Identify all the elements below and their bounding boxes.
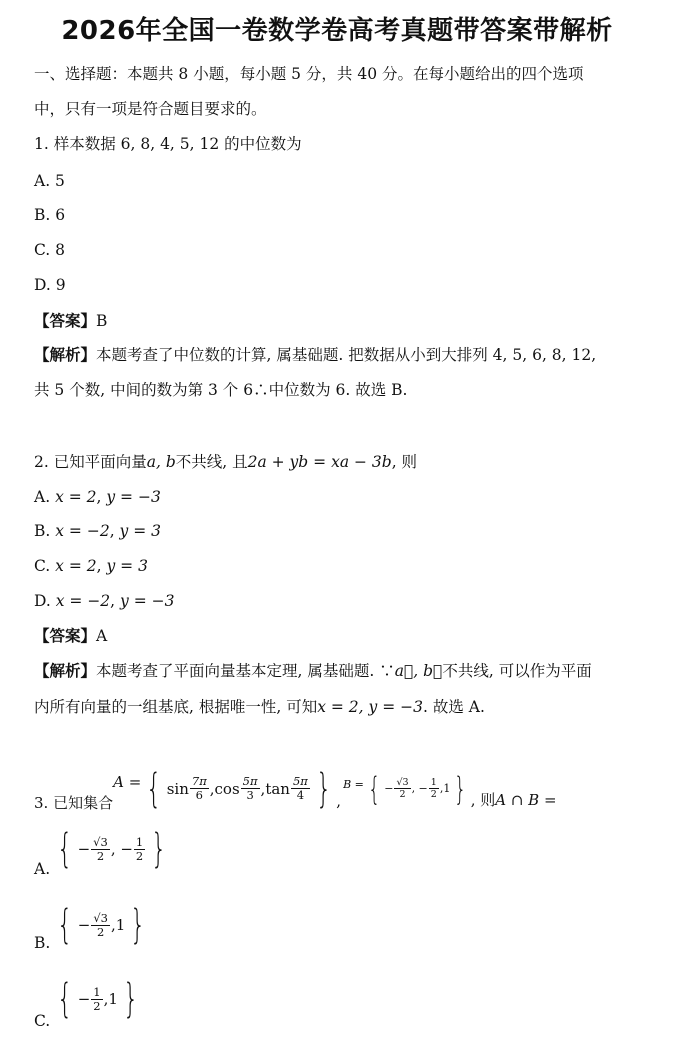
set-a-f3: tan — [265, 779, 290, 798]
q2-option-c: C. x = 2, y = 3 — [34, 557, 148, 575]
q2-option-b: B. x = −2, y = 3 — [34, 522, 162, 540]
right-brace-icon: } — [454, 769, 467, 808]
analysis-text-post: 不共线, 可以作为平面 — [442, 662, 592, 680]
analysis-equation: x = 2, y = −3 — [317, 698, 423, 716]
option-y: y = 3 — [119, 522, 162, 540]
answer-value: B — [96, 312, 108, 330]
fraction: $\frac{1}{2}$ — [430, 777, 437, 800]
analysis-text-pre: 本题考查了平面向量基本定理, 属基础题. ∵ — [96, 662, 395, 680]
right-brace-icon: } — [123, 976, 139, 1022]
q2-stem-mid: 不共线, 且 — [175, 453, 248, 471]
q2-stem-equation: 2a + yb = xa − 3b — [247, 453, 392, 471]
fraction: $\frac{√3}{2}$ — [93, 910, 109, 939]
q2-stem — [34, 452, 417, 472]
q2-option-d: D. x = −2, y = −3 — [34, 592, 175, 610]
option-label: D. — [34, 592, 56, 610]
q1-stem: 1. 样本数据 6, 8, 4, 5, 12 的中位数为 — [34, 135, 302, 153]
q2-option-a: A. x = 2, y = −3 — [34, 488, 161, 506]
analysis-vectors: a⃗, b⃗ — [394, 662, 443, 680]
q1-analysis-line-1 — [34, 345, 596, 365]
answer-label: 【答案】 — [34, 311, 97, 330]
fraction: $\frac{√3}{2}$ — [93, 834, 108, 863]
q3-stem: 3. 已知集合 A = { sin $\frac{7\pi}{6}$ , cos $\frac{5\pi}{3}$ , tan $\frac{5\pi}{4}$ } , B = { − $\frac{√3}{2}$ , − $\frac{1}{2}$ , 1 } , 则 A ∩ B = — [34, 765, 557, 812]
option-label: C. — [34, 1012, 51, 1030]
q3-option-a: A. { − $\frac{√3}{2}$ , − $\frac{1}{2}$ } — [34, 826, 167, 878]
q1-option-d: D. 9 — [34, 276, 66, 294]
fraction: $\frac{1}{2}$ — [135, 834, 144, 863]
q1-option-a: A. 5 — [34, 172, 65, 190]
fraction: $\frac{1}{2}$ — [93, 984, 101, 1013]
q1-option-b: B. 6 — [34, 206, 66, 224]
q2-stem-vars: a, b — [146, 453, 176, 471]
option-x: x = −2 — [55, 522, 110, 540]
option-label: A. — [34, 488, 56, 506]
page-title: 2026年全国一卷数学卷高考真题带答案带解析 — [61, 16, 613, 46]
q2-analysis-line-1 — [34, 661, 592, 681]
q2-analysis-line-2 — [34, 697, 485, 717]
set-a-f2: cos — [214, 779, 240, 798]
left-brace-icon: { — [367, 769, 381, 808]
set-b-name: B = — [343, 778, 364, 791]
analysis-text: 本题考查了中位数的计算, 属基础题. 把数据从小到大排列 4, 5, 6, 8, 12, — [96, 346, 597, 364]
analysis-text-pre: 内所有向量的一组基底, 根据唯一性, 可知 — [34, 698, 318, 716]
q3-stem-pre: 3. 已知集合 — [34, 794, 114, 812]
right-brace-icon: } — [130, 902, 146, 948]
q3-option-b: B. { − $\frac{√3}{2}$ , 1 } — [34, 902, 146, 952]
q3-stem-post: , 则 — [470, 791, 496, 809]
option-y: y = −3 — [120, 592, 175, 610]
fraction: $\frac{5\pi}{4}$ — [292, 774, 308, 802]
fraction: $\frac{7\pi}{6}$ — [191, 774, 207, 802]
set-a-f1: sin — [166, 779, 189, 798]
q1-answer — [34, 311, 107, 331]
left-brace-icon: { — [57, 902, 73, 948]
option-x: x = 2 — [55, 557, 97, 575]
q2-stem-pre: 2. 已知平面向量 — [34, 453, 147, 471]
set-a-name: A = — [113, 772, 142, 791]
option-y: y = −3 — [106, 488, 161, 506]
answer-value: A — [96, 627, 108, 645]
right-brace-icon: } — [315, 765, 332, 812]
left-brace-icon: { — [146, 765, 162, 812]
section-intro-line-2: 中，只有一项是符合题目要求的。 — [34, 100, 267, 118]
answer-label: 【答案】 — [34, 626, 97, 645]
option-label: A. — [34, 860, 51, 878]
left-brace-icon: { — [57, 976, 73, 1022]
analysis-label: 【解析】 — [34, 661, 97, 680]
option-x: x = −2 — [55, 592, 111, 610]
q3-option-c: C. { − $\frac{1}{2}$ , 1 } — [34, 976, 139, 1030]
option-label: B. — [34, 522, 56, 540]
q1-analysis-line-2: 共 5 个数, 中间的数为第 3 个 6∴中位数为 6. 故选 B. — [34, 381, 408, 399]
q3-stem-expression: A ∩ B = — [495, 790, 557, 809]
section-intro-line-1: 一、选择题：本题共 8 小题，每小题 5 分，共 40 分。在每小题给出的四个选项 — [34, 65, 584, 83]
fraction: $\frac{√3}{2}$ — [396, 777, 409, 800]
option-y: y = 3 — [106, 557, 148, 575]
analysis-text-post: . 故选 A. — [422, 698, 485, 716]
q2-stem-post: , 则 — [391, 453, 418, 471]
analysis-label: 【解析】 — [34, 345, 97, 364]
option-label: C. — [34, 557, 56, 575]
option-label: B. — [34, 934, 51, 952]
q1-option-c: C. 8 — [34, 241, 66, 259]
fraction: $\frac{5\pi}{3}$ — [242, 774, 258, 802]
q2-answer — [34, 626, 107, 646]
right-brace-icon: } — [151, 826, 167, 872]
left-brace-icon: { — [57, 826, 73, 872]
option-x: x = 2 — [55, 488, 97, 506]
